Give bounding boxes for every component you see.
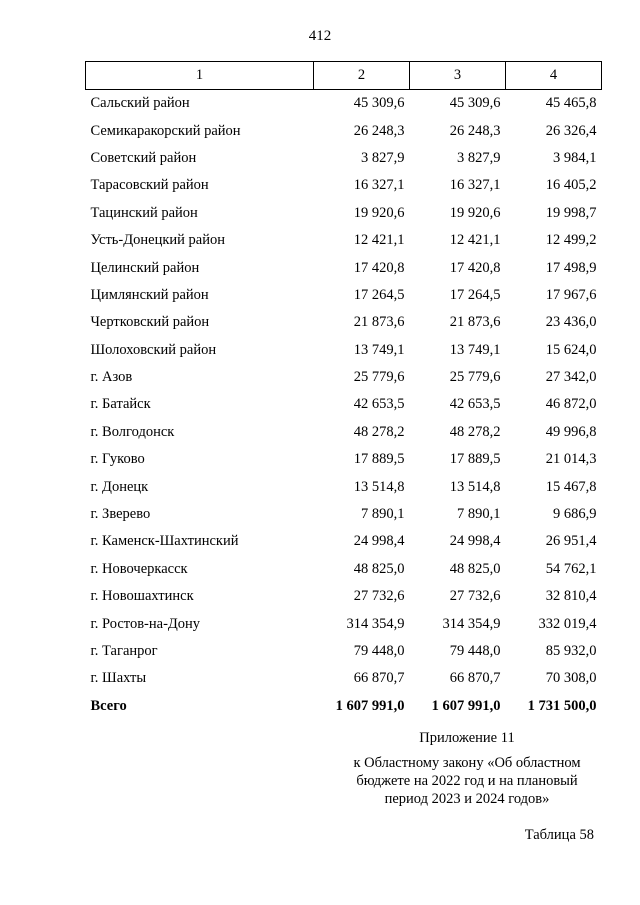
amount-cell: 49 996,8 (545, 423, 597, 440)
amount-cell: 314 354,9 (442, 615, 501, 632)
amount-cell: 1 607 991,0 (431, 697, 501, 714)
table-row (86, 337, 602, 364)
total-label: Всего (90, 697, 127, 714)
amount-cell: 19 920,6 (449, 204, 501, 221)
amount-cell: 66 870,7 (353, 670, 405, 687)
amount-cell: 85 932,0 (545, 643, 597, 659)
amount-cell: 3 827,9 (457, 149, 501, 166)
appendix-line: период 2023 и 2024 годов» (384, 791, 550, 807)
amount-cell: 15 624,0 (545, 341, 597, 358)
amount-cell: 17 420,8 (449, 259, 501, 276)
territory-name-cell: г. Донецк (90, 478, 149, 495)
territory-name-cell: г. Азов (90, 369, 133, 386)
territory-name-cell: г. Каменск-Шахтинский (90, 533, 239, 550)
territory-name-cell: г. Волгодонск (90, 423, 175, 440)
amount-cell: 45 309,6 (353, 95, 405, 112)
amount-cell: 48 278,2 (449, 423, 501, 440)
column-header: 3 (410, 62, 506, 90)
amount-cell: 48 278,2 (353, 423, 405, 440)
table-row (86, 556, 602, 583)
column-header: 2 (314, 62, 410, 90)
table-row (86, 391, 602, 418)
table-number: Таблица 58 (524, 827, 594, 843)
territory-name-cell: Сальский район (90, 95, 190, 112)
amount-cell: 13 514,8 (449, 478, 501, 495)
amount-cell: 17 420,8 (353, 259, 405, 276)
amount-cell: 42 653,5 (449, 396, 501, 413)
amount-cell: 17 889,5 (353, 451, 405, 468)
amount-cell: 54 762,1 (545, 560, 597, 577)
territory-name-cell: г. Новошахтинск (90, 588, 194, 605)
column-header: 4 (506, 62, 602, 90)
table-row (86, 446, 602, 473)
table-row (86, 501, 602, 528)
amount-cell: 13 514,8 (353, 478, 405, 495)
table-header (86, 62, 602, 90)
amount-cell: 16 327,1 (353, 177, 405, 194)
amount-cell: 12 421,1 (353, 232, 405, 249)
amount-cell: 7 890,1 (361, 506, 405, 523)
amount-cell: 24 998,4 (449, 533, 501, 550)
amount-cell: 13 749,1 (353, 341, 405, 358)
amount-cell: 1 607 991,0 (335, 697, 405, 714)
table-row (86, 665, 602, 692)
amount-cell: 13 749,1 (449, 341, 501, 358)
territory-name-cell: г. Ростов-на-Дону (90, 615, 201, 632)
amount-cell: 45 309,6 (449, 95, 501, 112)
territory-name-cell: Усть-Донецкий район (90, 232, 225, 249)
table-body (86, 90, 602, 720)
territory-name-cell: Семикаракорский район (90, 122, 241, 139)
amount-cell: 45 465,8 (545, 95, 597, 112)
amount-cell: 314 354,9 (346, 615, 405, 632)
appendix-line: к Областному закону «Об областном (353, 755, 581, 771)
appendix-note (340, 729, 594, 808)
table-row (86, 254, 602, 281)
table-row (86, 610, 602, 637)
amount-cell: 27 732,6 (449, 588, 501, 605)
table-row (86, 528, 602, 555)
amount-cell: 332 019,4 (538, 615, 597, 632)
amount-cell: 32 810,4 (545, 588, 597, 605)
amount-cell: 27 732,6 (353, 588, 405, 605)
amount-cell: 17 889,5 (449, 451, 501, 468)
table-row (86, 90, 602, 118)
territory-name-cell: Тацинский район (90, 204, 198, 221)
amount-cell: 17 498,9 (545, 259, 597, 276)
amount-cell: 25 779,6 (449, 369, 501, 386)
territory-name-cell: г. Шахты (90, 670, 147, 687)
amount-cell: 17 264,5 (353, 286, 405, 303)
territory-name-cell: Тарасовский район (90, 177, 209, 194)
amount-cell: 26 248,3 (449, 122, 501, 139)
table-row (86, 364, 602, 391)
total-row (86, 693, 602, 720)
table-row (86, 117, 602, 144)
amount-cell: 26 248,3 (353, 122, 405, 139)
amount-cell: 9 686,9 (553, 506, 597, 523)
amount-cell: 48 825,0 (353, 560, 405, 577)
table-row (86, 638, 602, 665)
amount-cell: 48 825,0 (449, 560, 501, 577)
amount-cell: 23 436,0 (545, 314, 597, 331)
amount-cell: 27 342,0 (545, 369, 597, 386)
territory-name-cell: Цимлянский район (90, 286, 209, 303)
appendix-line: бюджете на 2022 год и на плановый (356, 773, 578, 789)
territory-name-cell: Целинский район (90, 259, 200, 276)
territory-name-cell: г. Батайск (90, 396, 151, 413)
amount-cell: 3 827,9 (361, 149, 405, 166)
table-row (86, 282, 602, 309)
territory-name-cell: г. Гуково (90, 451, 145, 468)
amount-cell: 21 873,6 (353, 314, 405, 331)
amount-cell: 19 920,6 (353, 204, 405, 221)
amount-cell: 12 421,1 (449, 232, 501, 249)
page-number: 412 (308, 28, 332, 44)
table-row (86, 200, 602, 227)
amount-cell: 3 984,1 (553, 149, 597, 166)
table-row (86, 419, 602, 446)
table-row (86, 473, 602, 500)
amount-cell: 17 264,5 (449, 286, 501, 303)
amount-cell: 12 499,2 (545, 232, 597, 249)
territory-name-cell: Чертковский район (90, 314, 210, 331)
table-row (86, 145, 602, 172)
amount-cell: 26 951,4 (545, 533, 597, 550)
amount-cell: 19 998,7 (545, 204, 597, 221)
amount-cell: 16 327,1 (449, 177, 501, 194)
amount-cell: 21 014,3 (545, 451, 597, 468)
column-header: 1 (86, 62, 314, 90)
table-row (86, 309, 602, 336)
amount-cell: 46 872,0 (545, 396, 597, 413)
amount-cell: 26 326,4 (545, 122, 597, 139)
territory-name-cell: г. Новочеркасск (90, 560, 188, 577)
appendix-title: Приложение 11 (419, 730, 515, 746)
amount-cell: 79 448,0 (353, 643, 405, 659)
table-row (86, 172, 602, 199)
territory-name-cell: г. Зверево (90, 506, 151, 523)
territory-name-cell: Шолоховский район (90, 341, 217, 358)
amount-cell: 1 731 500,0 (527, 697, 597, 714)
amount-cell: 16 405,2 (545, 177, 597, 194)
amount-cell: 17 967,6 (545, 286, 597, 303)
amount-cell: 66 870,7 (449, 670, 501, 687)
table-row (86, 583, 602, 610)
amount-cell: 79 448,0 (449, 643, 501, 659)
territory-name-cell: г. Таганрог (90, 643, 158, 659)
budget-table (85, 61, 602, 720)
table-header-row (86, 62, 602, 90)
table-row (86, 227, 602, 254)
amount-cell: 21 873,6 (449, 314, 501, 331)
amount-cell: 25 779,6 (353, 369, 405, 386)
amount-cell: 42 653,5 (353, 396, 405, 413)
amount-cell: 24 998,4 (353, 533, 405, 550)
amount-cell: 15 467,8 (545, 478, 597, 495)
amount-cell: 70 308,0 (545, 670, 597, 687)
territory-name-cell: Советский район (90, 149, 197, 166)
amount-cell: 7 890,1 (457, 506, 501, 523)
